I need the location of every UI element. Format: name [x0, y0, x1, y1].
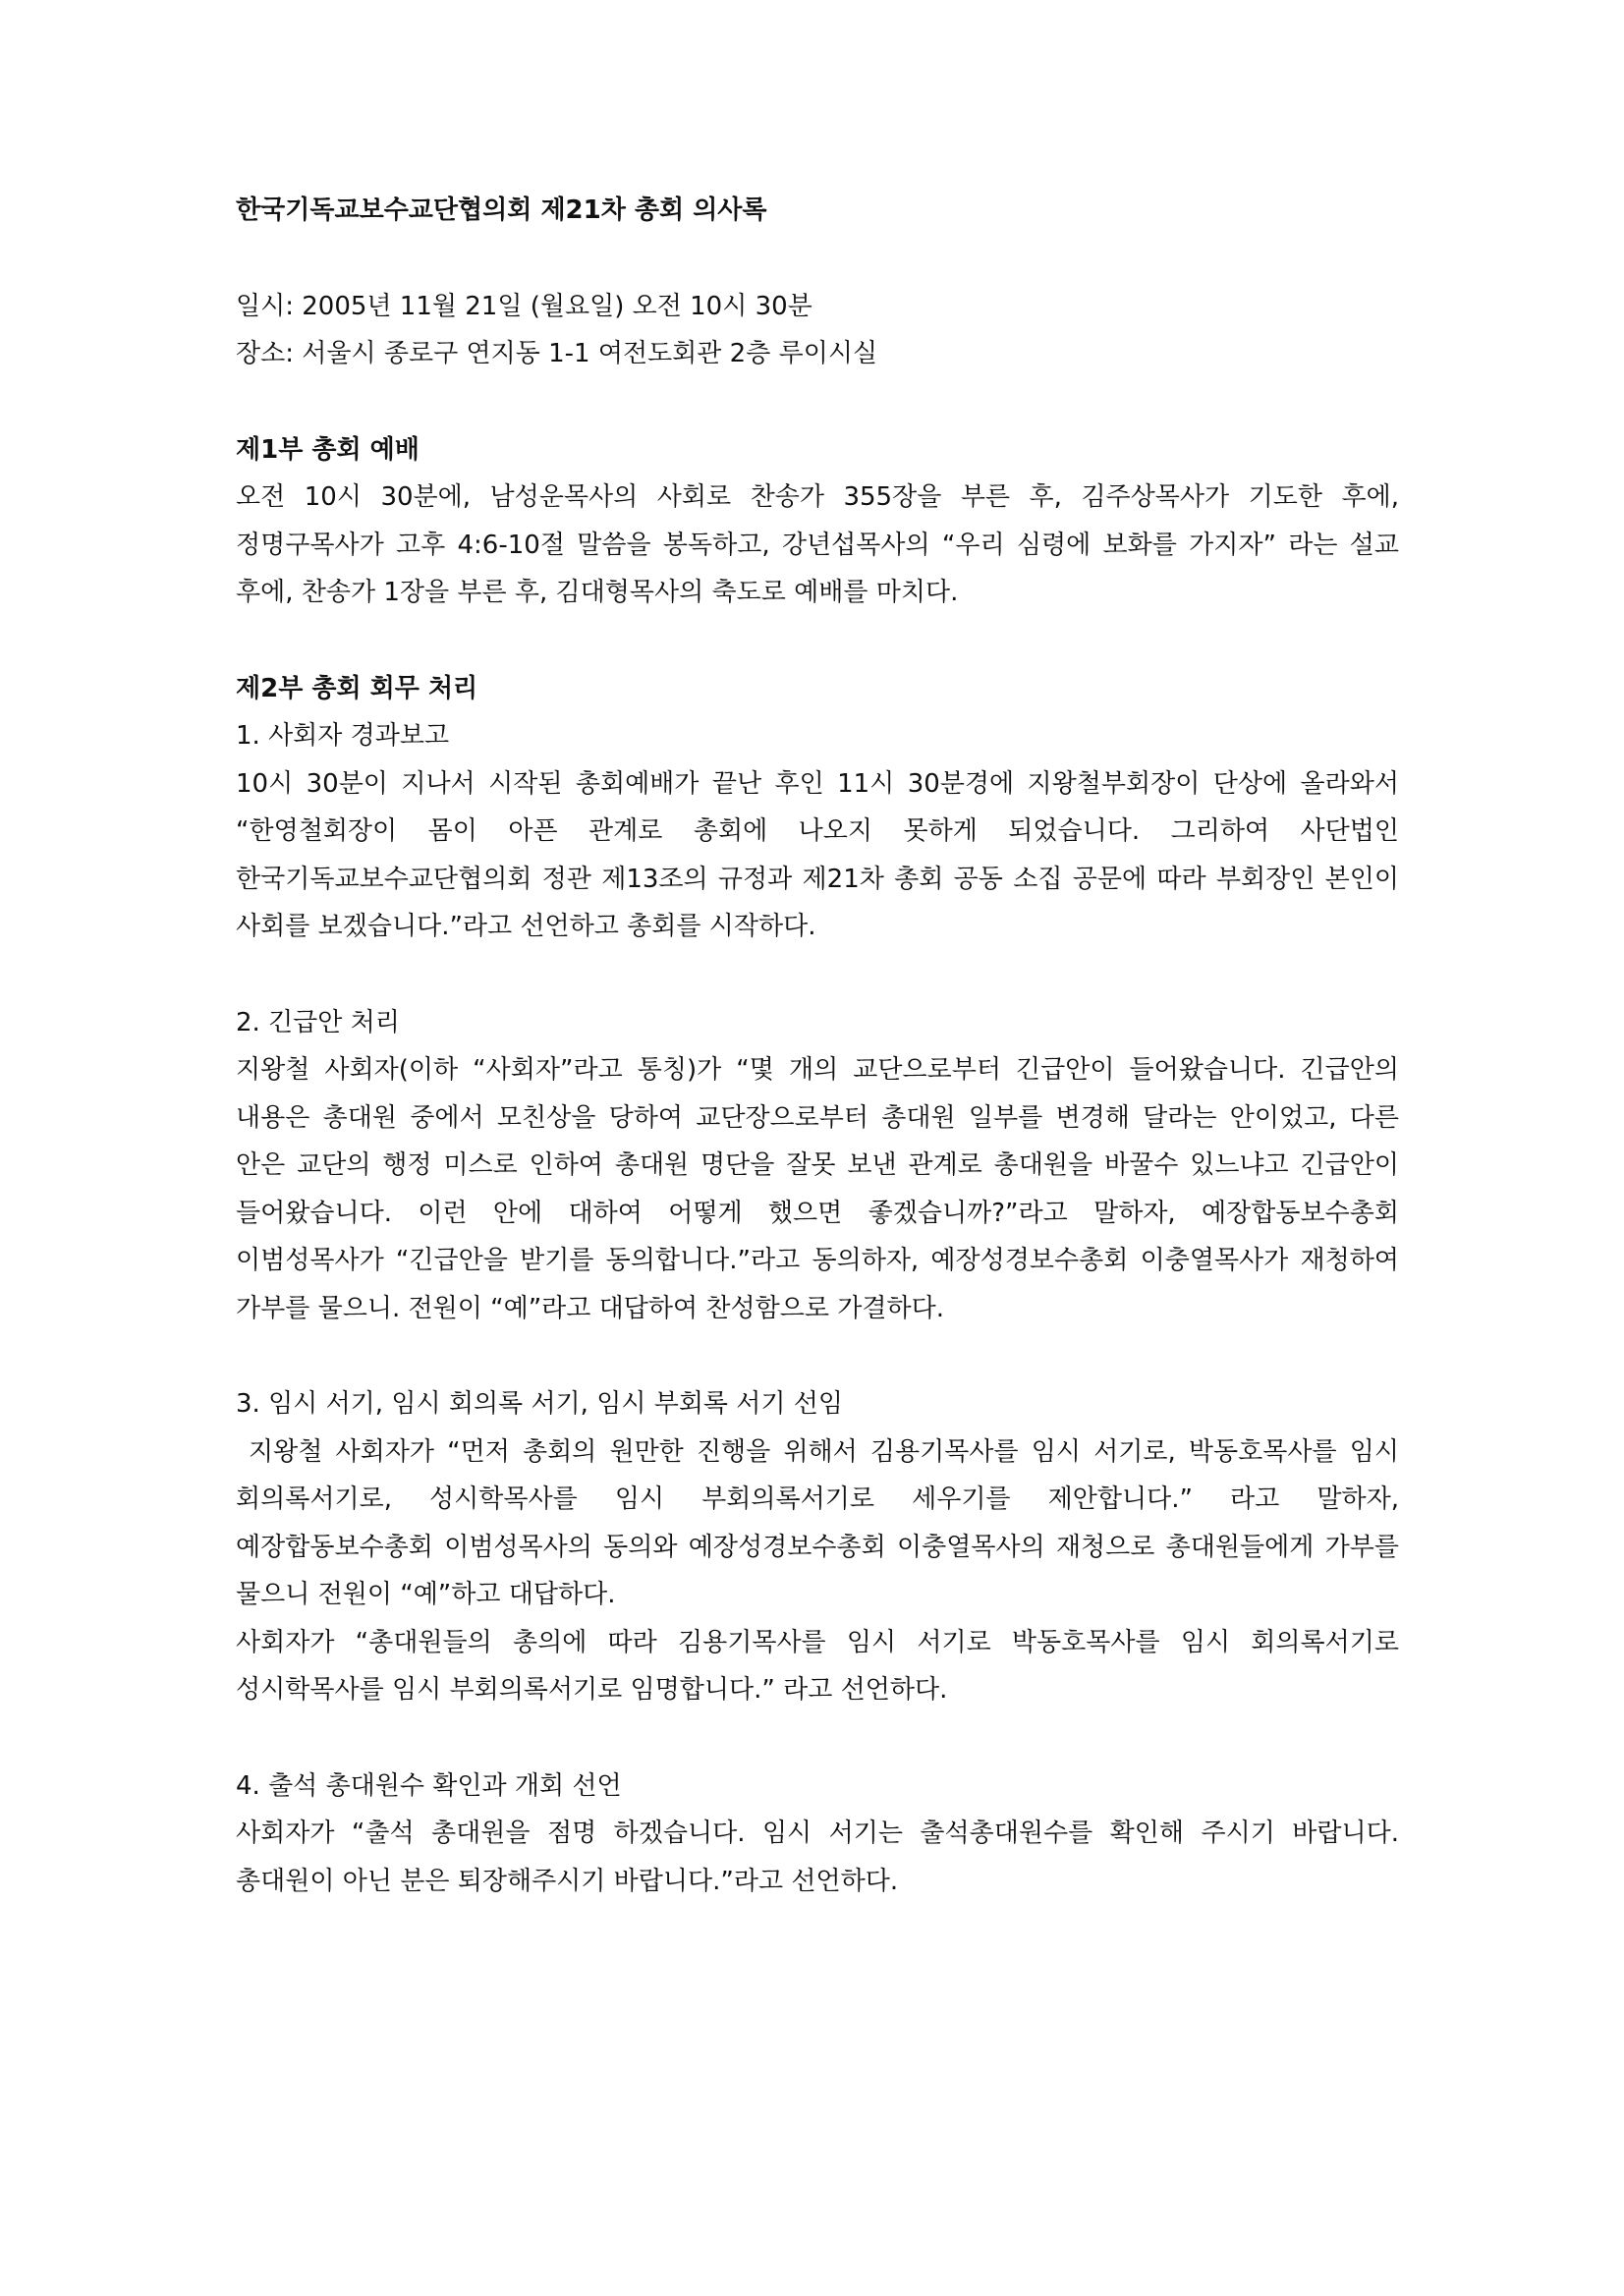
- document-page: [236, 187, 1399, 1905]
- item-4-paragraph: 사회자가 “출석 총대원을 점명 하겠습니다. 임시 서기는 출석총대원수를 확인해 주시기 바랍니다. 총대원이 아닌 분은 퇴장해주시기 바랍니다.”라고 선언하다.: [236, 1819, 1399, 1896]
- part2-section: [236, 665, 1399, 1906]
- item-1-heading: 1. 사회자 경과보고: [236, 721, 450, 751]
- meeting-info: [236, 283, 1399, 378]
- item-3-paragraph-2: 사회자가 “총대원들의 총의에 따라 김용기목사를 임시 서기로 박동호목사를 임시 회의록서기로 성시학목사를 임시 부회의록서기로 임명합니다.” 라고 선언하다.: [236, 1627, 1399, 1705]
- item-1: [236, 712, 1399, 951]
- meeting-place: 장소: 서울시 종로구 연지동 1-1 여전도회관 2층 루이시실: [236, 339, 878, 368]
- part1-body: 오전 10시 30분에, 남성운목사의 사회로 찬송가 355장을 부른 후, 김주상목사가 기도한 후에, 정명구목사가 고후 4:6-10절 말씀을 봉독하고, 강년섭목사의 “우리 심령에 보화를 가지자” 라는 설교 후에, 찬송가 1장을 부른 후, 김대형목사의 축도로 예배를 마치다.: [236, 482, 1399, 607]
- item-2-paragraph: 지왕철 사회자(이하 “사회자”라고 통칭)가 “몇 개의 교단으로부터 긴급안이 들어왔습니다. 긴급안의 내용은 총대원 중에서 모친상을 당하여 교단장으로부터 총대원 일부를 변경해 달라는 안이었고, 다른 안은 교단의 행정 미스로 인하여 총대원 명단을 잘못 보낸 관계로 총대원을 바꿀수 있느냐고 긴급안이 들어왔습니다. 이런 안에 대하여 어떻게 했으면 좋겠습니까?”라고 말하자, 예장합동보수총회 이범성목사가 “긴급안을 받기를 동의합니다.”라고 동의하자, 예장성경보수총회 이충열목사가 재청하여 가부를 물으니. 전원이 “예”라고 대답하여 찬성함으로 가결하다.: [236, 1055, 1399, 1323]
- item-2: [236, 999, 1399, 1333]
- document-title: 한국기독교보수교단협의회 제21차 총회 의사록: [236, 196, 767, 225]
- item-4: [236, 1763, 1399, 1906]
- part1-section: [236, 426, 1399, 617]
- part2-heading: 제2부 총회 회무 처리: [236, 673, 478, 703]
- item-3: [236, 1380, 1399, 1714]
- part1-heading: 제1부 총회 예배: [236, 434, 420, 465]
- item-1-paragraph: 10시 30분이 지나서 시작된 총회예배가 끝난 후인 11시 30분경에 지왕철부회장이 단상에 올라와서 “한영철회장이 몸이 아픈 관계로 총회에 나오지 못하게 되었습니다. 그리하여 사단법인 한국기독교보수교단협의회 정관 제13조의 규정과 제21차 총회 공동 소집 공문에 따라 부회장인 본인이 사회를 보겠습니다.”라고 선언하고 총회를 시작하다.: [236, 768, 1399, 941]
- item-3-heading: 3. 임시 서기, 임시 회의록 서기, 임시 부회록 서기 선임: [236, 1389, 844, 1419]
- item-4-heading: 4. 출석 총대원수 확인과 개회 선언: [236, 1770, 622, 1801]
- item-2-heading: 2. 긴급안 처리: [236, 1007, 400, 1037]
- meeting-date: 일시: 2005년 11월 21일 (월요일) 오전 10시 30분: [236, 291, 812, 321]
- item-3-paragraph-1: 지왕철 사회자가 “먼저 총회의 원만한 진행을 위해서 김용기목사를 임시 서기로, 박동호목사를 임시 회의록서기로, 성시학목사를 임시 부회의록서기로 세우기를 제안합니다.” 라고 말하자, 예장합동보수총회 이범성목사의 동의와 예장성경보수총회 이충열목사의 재청으로 총대원들에게 가부를 물으니 전원이 “예”하고 대답하다.: [236, 1436, 1399, 1609]
